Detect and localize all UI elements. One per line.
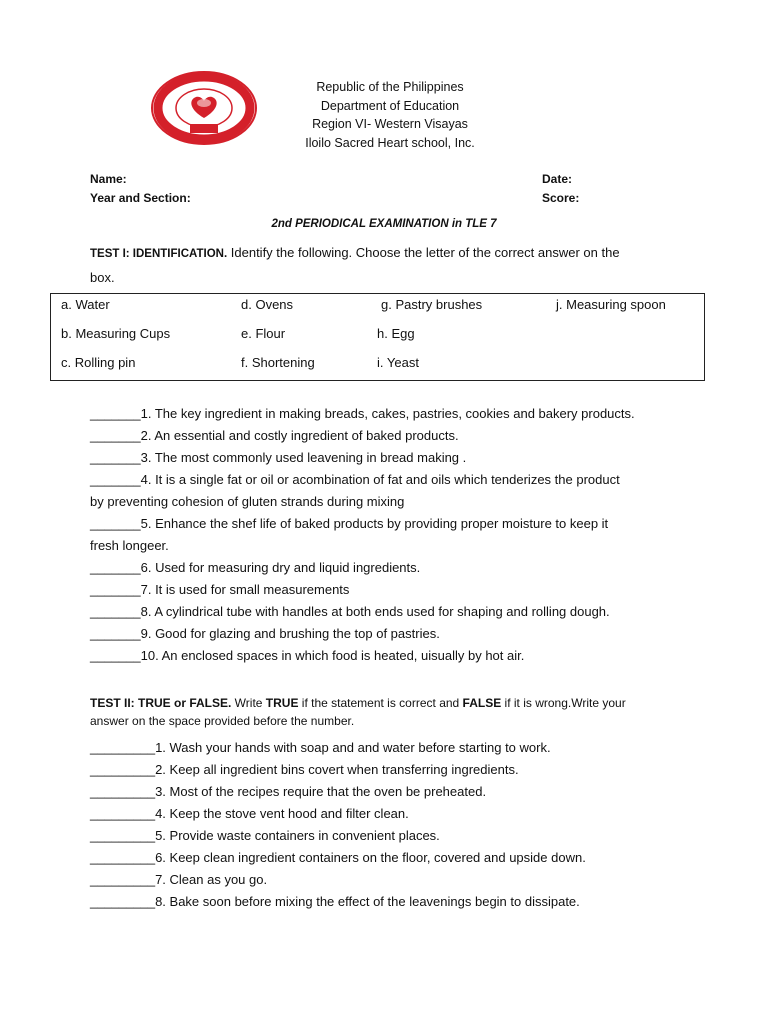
test2-item-5: _________5. Provide waste containers in convenient places. <box>90 828 440 843</box>
test2-item-7: _________7. Clean as you go. <box>90 872 268 887</box>
date-label: Date: <box>542 172 573 186</box>
test2-item-6: _________6. Keep clean ingredient containers on the floor, covered and upside down. <box>90 850 586 865</box>
option-d: d. Ovens <box>241 297 294 312</box>
test1-item-7: _______7. It is used for small measurements <box>90 582 350 597</box>
school-header <box>240 78 540 152</box>
score-label: Score: <box>542 191 580 205</box>
student-info-right <box>542 170 579 208</box>
test1-item-4: _______4. It is a single fat or oil or acombination of fat and oils which tenderizes the product <box>90 472 620 487</box>
header-line-deped: Department of Education <box>320 98 460 113</box>
test2-true-word: TRUE <box>265 696 299 710</box>
test2-item-8: _________8. Bake soon before mixing the effect of the leavenings begin to dissipate. <box>90 894 580 909</box>
test1-instructions <box>90 241 690 289</box>
year-section-label: Year and Section: <box>90 191 191 205</box>
test2-item-4: _________4. Keep the stove vent hood and filter clean. <box>90 806 409 821</box>
test1-item-2: _______2. An essential and costly ingredient of baked products. <box>90 428 459 443</box>
test1-item-5-continued: fresh longeer. <box>90 538 169 553</box>
test1-item-3: _______3. The most commonly used leavening in bread making . <box>90 450 467 465</box>
answer-choices-box <box>50 293 705 381</box>
test1-item-8: _______8. A cylindrical tube with handles at both ends used for shaping and rolling dough. <box>90 604 610 619</box>
test1-items <box>90 403 700 667</box>
header-line-region: Region VI- Western Visayas <box>312 117 468 131</box>
option-b: b. Measuring Cups <box>61 326 171 341</box>
test2-item-2: _________2. Keep all ingredient bins covert when transferring ingredients. <box>90 762 519 777</box>
test1-item-1: _______1. The key ingredient in making breads, cakes, pastries, cookies and bakery products. <box>90 406 635 421</box>
option-g: g. Pastry brushes <box>381 297 483 312</box>
test2-instruction-line2: answer on the space provided before the number. <box>90 714 355 728</box>
header-line-republic: Republic of the Philippines <box>316 80 464 94</box>
test2-item-1: _________1. Wash your hands with soap and and water before starting to work. <box>90 740 551 755</box>
option-a: a. Water <box>61 297 110 312</box>
test1-item-10: _______10. An enclosed spaces in which food is heated, uisually by hot air. <box>90 648 525 663</box>
test2-false-word: FALSE <box>462 696 502 710</box>
student-info-left <box>90 170 191 208</box>
test2-items <box>90 737 700 913</box>
test2-text-3: if it is wrong.Write your <box>501 696 626 710</box>
test1-item-6: _______6. Used for measuring dry and liquid ingredients. <box>90 560 421 575</box>
test1-instruction-line2: box. <box>90 270 115 285</box>
option-h: h. Egg <box>377 326 415 341</box>
option-c: c. Rolling pin <box>61 355 136 370</box>
option-i: i. Yeast <box>377 355 419 370</box>
test2-lead: TEST II: TRUE or FALSE. <box>90 696 232 710</box>
test2-instructions <box>90 694 700 730</box>
exam-title: 2nd PERIODICAL EXAMINATION in TLE 7 <box>271 218 497 230</box>
name-label: Name: <box>90 172 127 186</box>
test1-item-5: _______5. Enhance the shef life of baked products by providing proper moisture to keep it <box>90 516 609 531</box>
test2-item-3: _________3. Most of the recipes require that the oven be preheated. <box>90 784 487 799</box>
test1-item-9: _______9. Good for glazing and brushing the top of pastries. <box>90 626 440 641</box>
option-e: e. Flour <box>241 326 286 341</box>
option-f: f. Shortening <box>241 355 315 370</box>
test2-text-1: Write <box>231 696 266 710</box>
test1-instruction-line1: Identify the following. Choose the letter of the correct answer on the <box>227 245 620 260</box>
test2-text-2: if the statement is correct and <box>298 696 463 710</box>
header-line-school: Iloilo Sacred Heart school, Inc. <box>305 135 475 150</box>
option-j: j. Measuring spoon <box>556 297 666 312</box>
test1-lead: TEST I: IDENTIFICATION. <box>90 248 228 260</box>
test1-item-4-continued: by preventing cohesion of gluten strands during mixing <box>90 494 405 509</box>
